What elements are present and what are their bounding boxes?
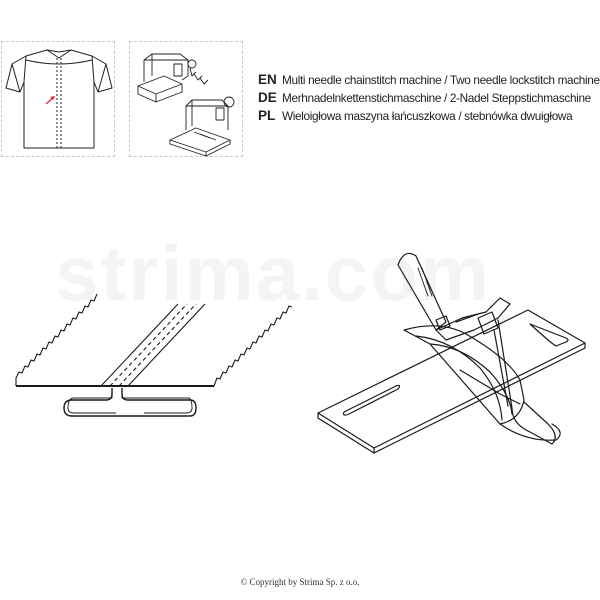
lang-code: EN [258, 72, 277, 87]
folder-attachment [318, 253, 585, 453]
lang-code: PL [258, 108, 276, 123]
copyright-text: © Copyright by Strima Sp. z o.o. [240, 577, 360, 587]
lang-text: Wieloigłowa maszyna łańcuszkowa / stebnówka dwuigłowa [282, 109, 573, 123]
seam-cross-section [16, 294, 292, 416]
lang-text: Multi needle chainstitch machine / Two needle lockstitch machine [282, 73, 600, 87]
lang-text: Merhnadelnkettenstichmaschine / 2-Nadel Steppstichmaschine [282, 91, 591, 105]
lang-code: DE [258, 90, 277, 105]
watermark: strima.com [55, 229, 492, 317]
